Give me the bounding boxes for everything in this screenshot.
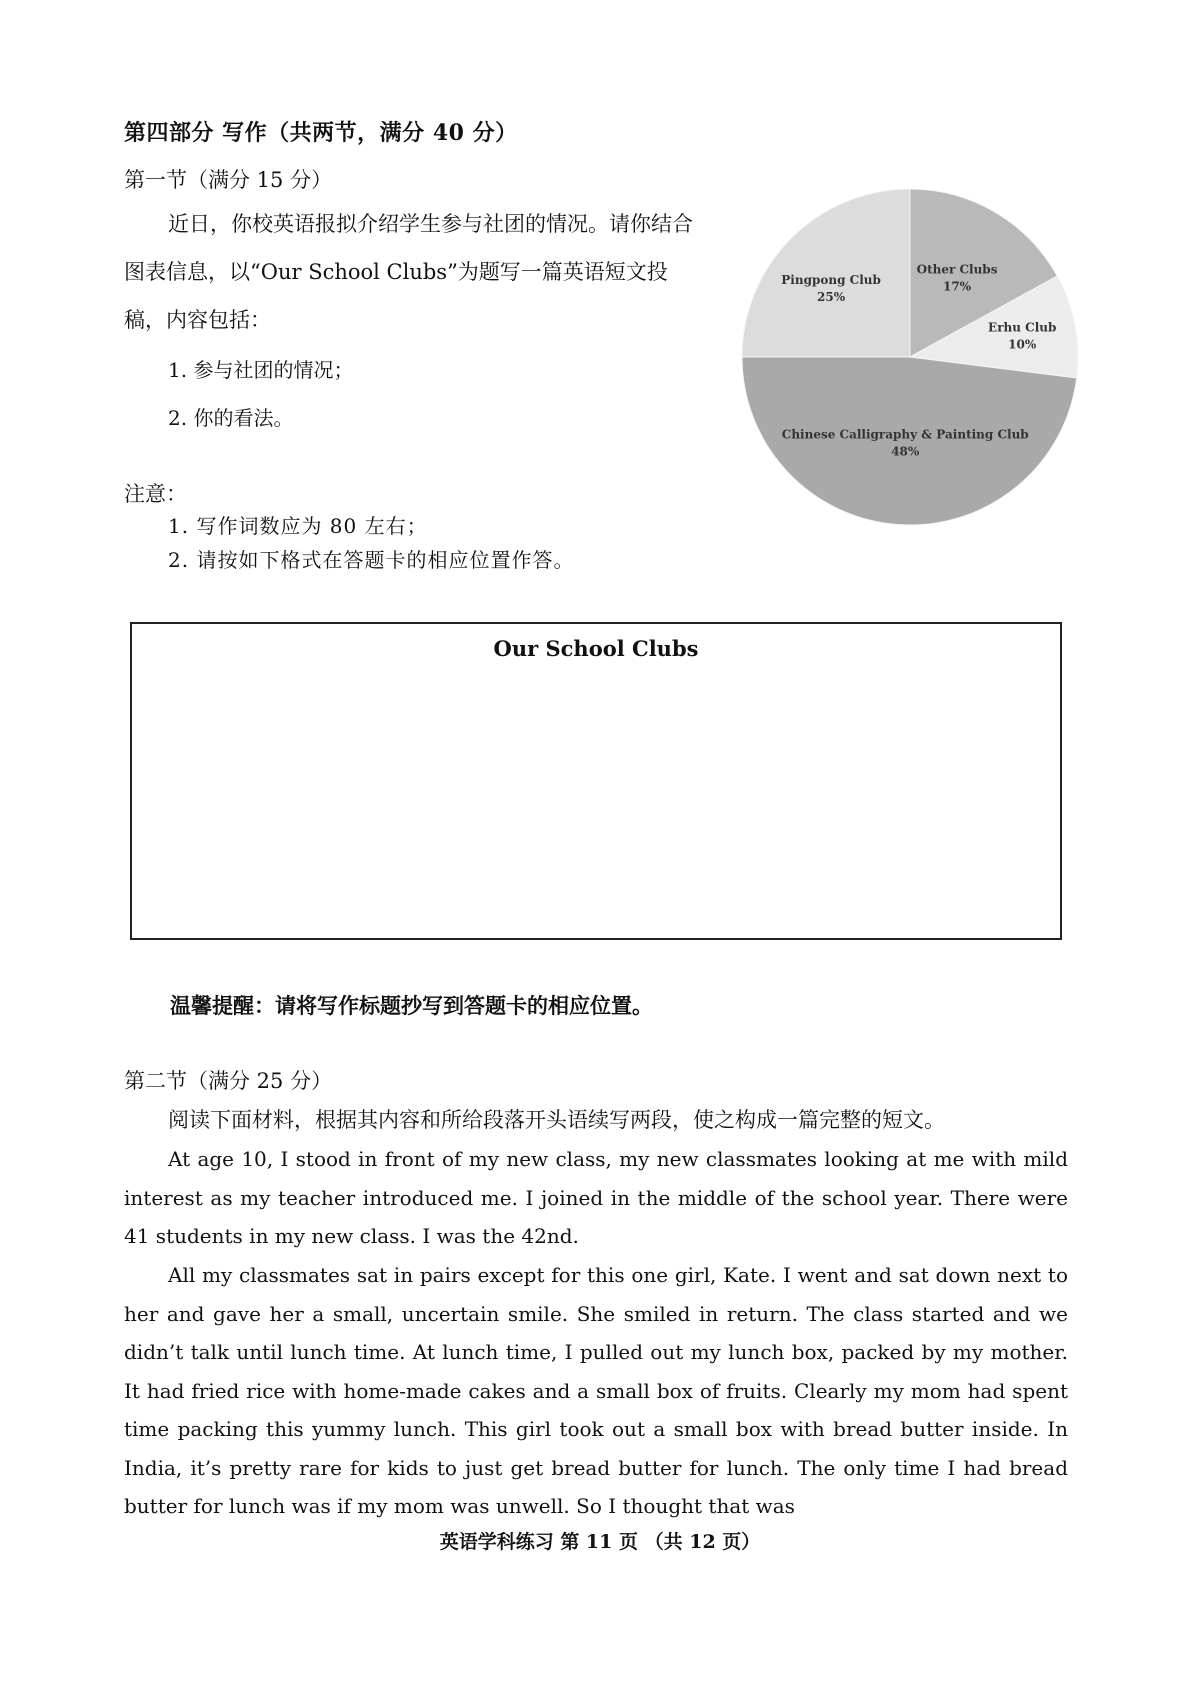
section-title: 第四部分 写作（共两节，满分 40 分） [124, 120, 518, 146]
pie-label-name: Pingpong Club [781, 273, 881, 288]
note-1: 1. 写作词数应为 80 左右； [168, 514, 428, 538]
reminder: 温馨提醒：请将写作标题抄写到答题卡的相应位置。 [170, 993, 653, 1018]
note-2: 2. 请按如下格式在答题卡的相应位置作答。 [168, 548, 575, 572]
part2-instruction: 阅读下面材料，根据其内容和所给段落开头语续写两段，使之构成一篇完整的短文。 [168, 1108, 945, 1132]
notes-heading: 注意： [124, 482, 187, 506]
pie-label-value: 48% [891, 444, 920, 459]
part1-prompt: 近日，你校英语报拟介绍学生参与社团的情况。请你结合图表信息，以“Our School Clubs”为题写一篇英语短文投稿，内容包括： [124, 212, 693, 332]
page-footer: 英语学科练习 第 11 页 （共 12 页） [439, 1531, 761, 1553]
pie-label-value: 25% [817, 290, 846, 305]
answer-box-title: Our School Clubs [493, 636, 699, 661]
pie-label-value: 17% [942, 279, 972, 294]
prompt-item-2: 2. 你的看法。 [168, 406, 294, 430]
part1-heading: 第一节（满分 15 分） [124, 168, 333, 192]
club-pie-chart [738, 185, 1082, 529]
story-paragraph-1: At age 10, I stood in front of my new class, my new classmates looking at me with mild interest as my teacher introduced me. I joined in the middle of the school year. There were 41 students in my new class. I was the 42nd. [124, 1147, 1068, 1248]
pie-label-value: 10% [1008, 337, 1037, 352]
pie-label-name: Chinese Calligraphy & Painting Club [781, 427, 1029, 442]
prompt-item-1: 1. 参与社团的情况； [168, 358, 354, 382]
pie-label-name: Erhu Club [988, 320, 1057, 335]
pie-label-name: Other Clubs [916, 262, 998, 277]
part2-heading: 第二节（满分 25 分） [124, 1069, 333, 1093]
answer-box [130, 622, 1062, 940]
story-paragraph-2: All my classmates sat in pairs except for this one girl, Kate. I went and sat down next to her and gave her a small, uncertain smile. She smiled in return. The class started and we didn’t talk until lunch time. At lunch time, I pulled out my lunch box, packed by my mother. It had fried rice with home-made cakes and a small box of fruits. Clearly my mom had spent time packing this yummy lunch. This girl took out a small box with bread butter inside. In India, it’s pretty rare for kids to just get bread butter for lunch. The only time I had bread butter for lunch was if my mom was unwell. So I thought that was [124, 1263, 1068, 1518]
